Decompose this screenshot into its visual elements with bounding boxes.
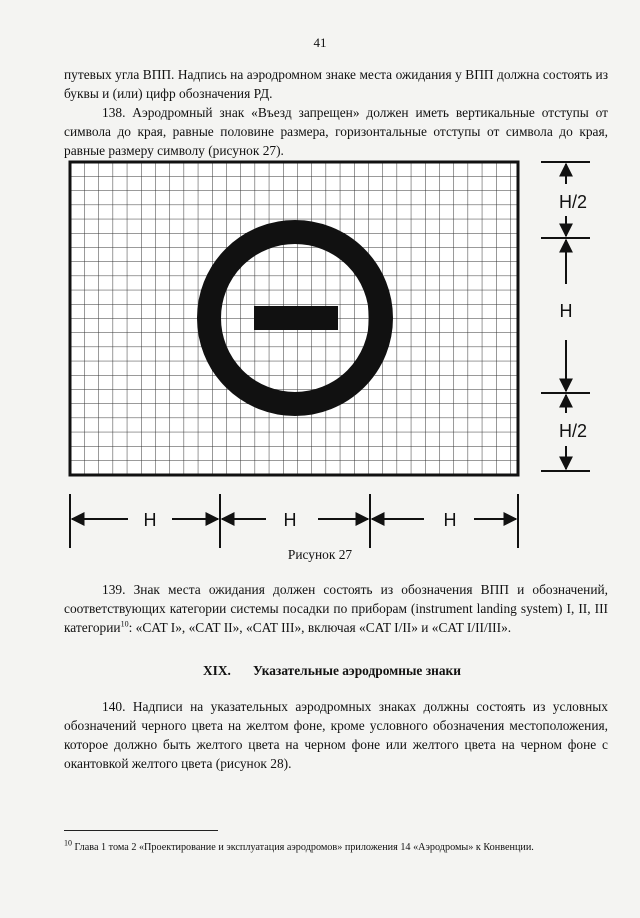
paragraph-140: 140. Надписи на указательных аэродромных знаках должны состоять из условных обозначений черного цвета на желтом фоне, кроме условного обозначения местоположения, которое должно быть желтого цвета на черном фоне или желтого цвета на черном фоне с окантовкой желтого цвета (рисунок 28). xyxy=(64,699,608,771)
paragraph-138: 138. Аэродромный знак «Въезд запрещен» должен иметь вертикальные отступы от символа до края, равные половине размера, горизонтальные отступы от символа до края, равные размеру символу (рисунок 27). xyxy=(64,105,608,158)
paragraph-139-text: 139. Знак места ожидания должен состоять из обозначения ВПП и обозначений, соответствующих категории системы посадки по приборам (instrument landing system) I, II, III категории xyxy=(64,582,608,635)
paragraph-139-text-cont: : «CAT I», «CAT II», «CAT III», включая «CAT I/II» и «CAT I/II/III». xyxy=(128,620,512,635)
no-entry-bar xyxy=(254,306,338,330)
dim-label-h-1: H xyxy=(143,510,157,530)
footnote-number: 10 xyxy=(64,838,72,848)
footnote-ref: 10 xyxy=(120,619,129,629)
dim-label-half-bottom: H/2 xyxy=(558,421,588,441)
paragraph-continuation: путевых угла ВПП. Надпись на аэродромном знаке места ожидания у ВПП должна состоять из буквы и (или) цифр обозначения РД. xyxy=(64,67,608,101)
dim-label-half-top: H/2 xyxy=(558,192,588,212)
page-number: 41 xyxy=(313,35,327,50)
section-title: Указательные аэродромные знаки xyxy=(253,663,461,678)
footnote-text: Глава 1 тома 2 «Проектирование и эксплуатация аэродромов» приложения 14 «Аэродромы» к Конвенции. xyxy=(74,842,534,853)
figure-caption: Рисунок 27 xyxy=(287,547,353,562)
footnote-separator xyxy=(64,830,218,831)
dim-label-full-vertical: H xyxy=(559,301,573,321)
section-number: XIX. xyxy=(203,663,231,678)
paragraph-139 xyxy=(64,580,608,637)
dim-label-h-3: H xyxy=(443,510,457,530)
dim-label-h-2: H xyxy=(283,510,297,530)
footnote xyxy=(64,838,624,854)
section-heading xyxy=(203,663,523,679)
